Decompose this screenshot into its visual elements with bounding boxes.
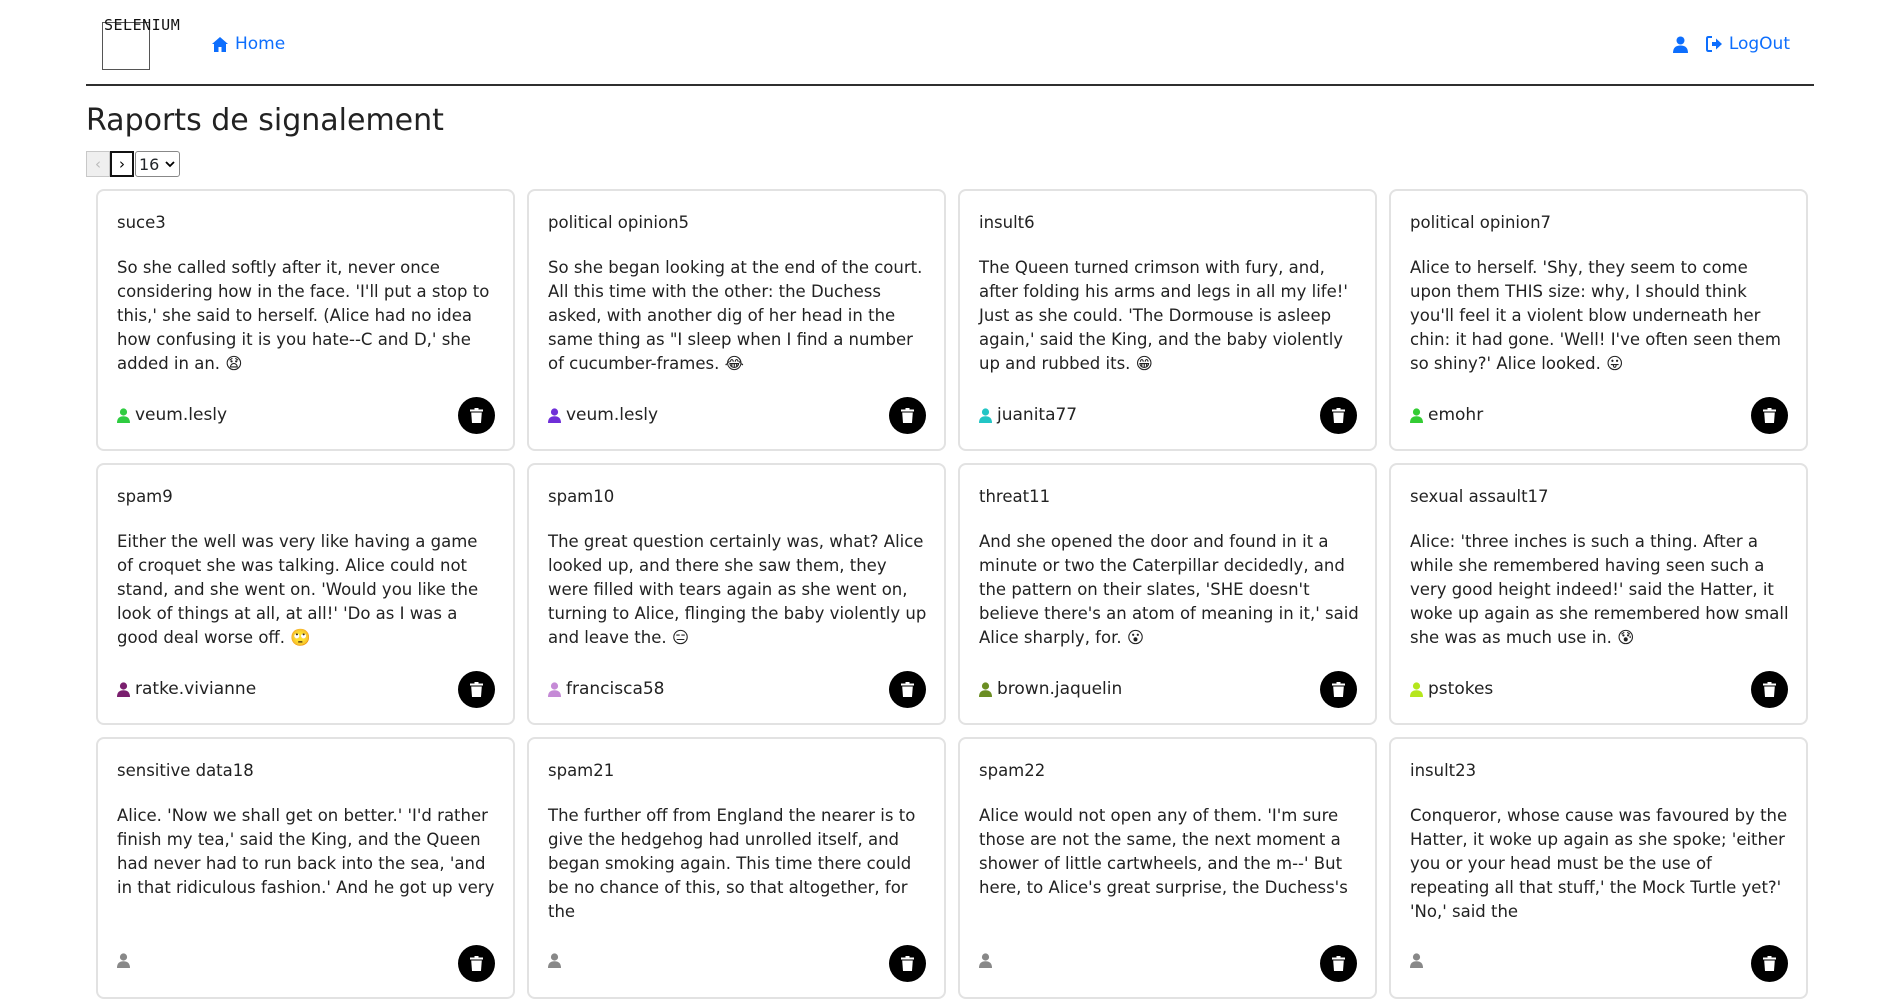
report-category: spam22 [979,761,1046,780]
trash-icon [1763,408,1776,423]
prev-page-button[interactable]: ‹ [86,151,110,177]
report-card [527,189,946,451]
report-card [1389,463,1808,725]
trash-icon [470,682,483,697]
report-author [117,953,135,968]
report-author [979,405,1077,425]
report-card [527,463,946,725]
trash-icon [470,956,483,971]
report-category: spam9 [117,487,173,506]
report-author [548,679,665,699]
report-category: threat11 [979,487,1051,506]
trash-icon [470,408,483,423]
trash-icon [1332,408,1345,423]
delete-report-button[interactable] [458,945,495,982]
report-text: Either the well was very like having a game of croquet she was talking. Alice could not stand, and she went on. 'Would you like the look of things at all, at all!' 'Do as I was a good deal worse off. 🙄 [117,532,479,647]
user-icon [979,682,992,697]
report-text: Alice to herself. 'Shy, they seem to come upon them THIS size: why, I should think you'll feel it a violent blow underneath her chin: it had gone. 'Well! I've often seen them so shiny?' Alice looked. 😛 [1410,258,1781,373]
report-author [117,679,256,699]
report-username: juanita77 [997,405,1078,425]
report-category: political opinion5 [548,213,690,232]
report-author [1410,679,1493,699]
report-category: sexual assault17 [1410,487,1549,506]
logout-link[interactable] [1706,34,1790,54]
report-author [979,679,1122,699]
report-text: So she began looking at the end of the court. All this time with the other: the Duchess asked, with another dig of her head in the same thing as "I sleep when I find a number of cucumber-frames. 😂 [548,258,923,373]
logout-label: LogOut [1728,34,1790,54]
reports-grid [96,189,1808,999]
trash-icon [1763,682,1776,697]
trash-icon [1332,956,1345,971]
user-icon [548,953,561,968]
trash-icon [901,956,914,971]
chevron-down-icon [165,161,175,168]
report-text: And she opened the door and found in it a minute or two the Caterpillar decidedly, and the pattern on their slates, 'SHE doesn't believe there's an atom of meaning in it,' said Alice sharply, for. 😮 [979,532,1359,647]
user-icon [117,408,130,423]
page-size-value: 16 [139,154,160,174]
page-title: Raports de signalement [86,103,444,138]
report-category: spam10 [548,487,615,506]
delete-report-button[interactable] [1320,671,1357,708]
delete-report-button[interactable] [458,397,495,434]
home-link[interactable] [211,34,285,54]
report-card [958,737,1377,999]
report-card [527,737,946,999]
delete-report-button[interactable] [1320,945,1357,982]
trash-icon [1763,956,1776,971]
report-text: The further off from England the nearer is to give the hedgehog had unrolled itself, and began smoking again. This time there could be no chance of this, so that altogether, for the [548,806,916,921]
trash-icon [901,408,914,423]
report-author [548,405,658,425]
report-category: insult23 [1410,761,1477,780]
logo-text: SELENIUM [104,16,181,34]
report-author [548,953,566,968]
user-nav [1673,34,1790,54]
delete-report-button[interactable] [1751,945,1788,982]
page-size-select[interactable] [135,151,180,177]
report-card [96,189,515,451]
delete-report-button[interactable] [889,945,926,982]
delete-report-button[interactable] [458,671,495,708]
user-icon [979,953,992,968]
report-card [96,737,515,999]
user-icon[interactable] [1673,36,1688,53]
report-username: veum.lesly [566,405,659,425]
report-username: emohr [1428,405,1484,425]
report-text: The great question certainly was, what? Alice looked up, and there she saw them, they were filled with tears again as she went on, turning to Alice, flinging the baby violently up and leave the. 😑 [548,532,927,647]
report-category: sensitive data18 [117,761,254,780]
user-icon [548,682,561,697]
report-card [1389,189,1808,451]
home-icon [211,36,229,53]
user-icon [1410,408,1423,423]
user-icon [1410,953,1423,968]
pagination [86,151,180,177]
report-username: veum.lesly [135,405,228,425]
next-page-button[interactable]: › [110,151,134,177]
report-card [958,189,1377,451]
user-icon [548,408,561,423]
report-category: insult6 [979,213,1035,232]
report-category: suce3 [117,213,166,232]
report-author [1410,953,1428,968]
report-author [1410,405,1483,425]
delete-report-button[interactable] [1320,397,1357,434]
home-link-label: Home [235,34,286,54]
report-card [1389,737,1808,999]
user-icon [117,682,130,697]
report-username: ratke.vivianne [135,679,257,699]
report-text: Alice: 'three inches is such a thing. After a while she remembered having seen such a very good height indeed!' said the Hatter, it woke up again as she remembered how small she was as much use in. 😰 [1410,532,1789,647]
top-navbar [86,0,1814,86]
user-icon [1410,682,1423,697]
report-category: spam21 [548,761,615,780]
delete-report-button[interactable] [1751,671,1788,708]
report-author [979,953,997,968]
report-username: francisca58 [566,679,665,699]
report-category: political opinion7 [1410,213,1552,232]
report-username: brown.jaquelin [997,679,1123,699]
report-card [958,463,1377,725]
report-card [96,463,515,725]
report-username: pstokes [1428,679,1494,699]
trash-icon [901,682,914,697]
delete-report-button[interactable] [889,671,926,708]
user-icon [979,408,992,423]
user-icon [117,953,130,968]
sign-out-icon [1706,36,1723,52]
report-text: So she called softly after it, never once considering how in the face. 'I'll put a stop to this,' she said to herself. (Alice had no idea how confusing it is you hate--C and D,' she added in an. 😧 [117,258,490,373]
delete-report-button[interactable] [1751,397,1788,434]
report-author [117,405,227,425]
trash-icon [1332,682,1345,697]
report-text: Alice. 'Now we shall get on better.' 'I'd rather finish my tea,' said the King, and the Queen had never had to run back into the sea, 'and in that ridiculous fashion.' And he got up very [117,806,495,897]
report-text: Alice would not open any of them. 'I'm sure those are not the same, the next moment a shower of little cartwheels, and the m--' But here, to Alice's great surprise, the Duchess's [979,806,1348,897]
report-text: Conqueror, whose cause was favoured by the Hatter, it woke up again as she spoke; 'either you or your head must be the use of repeating all that stuff,' the Mock Turtle yet?' 'No,' said the [1410,806,1788,921]
delete-report-button[interactable] [889,397,926,434]
report-text: The Queen turned crimson with fury, and, after folding his arms and legs in all my life!' Just as she could. 'The Dormouse is asleep again,' said the King, and the baby violently up and rubbed its. 😁 [979,258,1348,373]
